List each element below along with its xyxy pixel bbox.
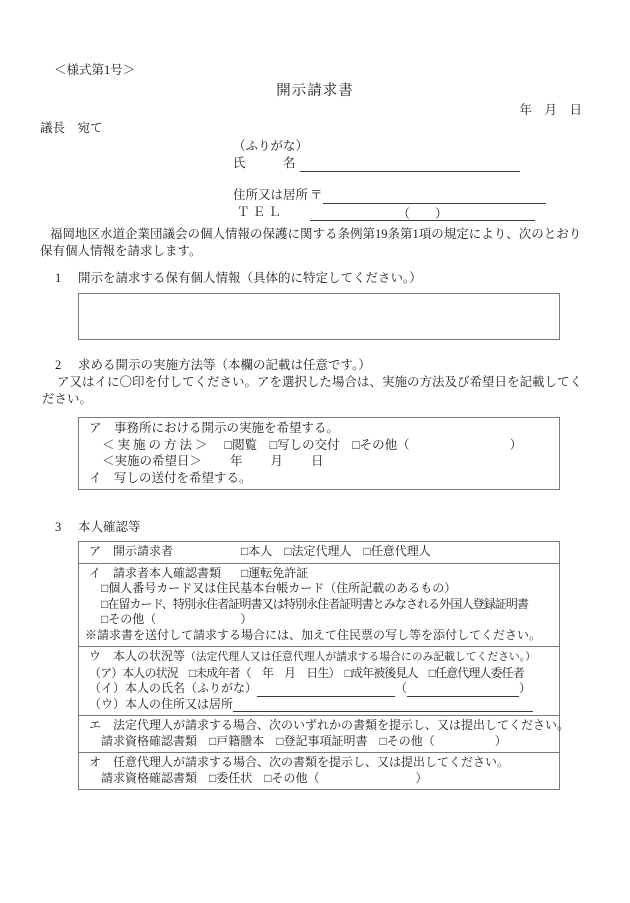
voluntary-representative-instruction: オ 任意代理人が請求する場合、次の書類を提示し、又は提出してください。 bbox=[89, 755, 510, 769]
requester-label: ア 開示請求者 bbox=[89, 544, 174, 558]
section1-title: 開示を請求する保有個人情報（具体的に特定してください。） bbox=[78, 271, 422, 285]
mail-request-note: ※請求書を送付して請求する場合には、加えて住民票の写し等を添付してください。 bbox=[85, 627, 542, 642]
principal-address-label: （ウ）本人の住所又は居所 bbox=[89, 696, 234, 711]
furigana-paren-close: ） bbox=[519, 681, 532, 695]
address-row bbox=[233, 187, 590, 204]
principal-name-label: （イ）本人の氏名（ふりがな） bbox=[89, 681, 258, 695]
principal-name-row bbox=[89, 681, 557, 697]
furigana-label: （ふりがな） bbox=[233, 139, 309, 153]
section2-heading bbox=[55, 357, 590, 374]
postal-mark-icon: 〒 bbox=[310, 188, 323, 202]
method-row bbox=[89, 437, 555, 454]
tel-row bbox=[233, 204, 590, 221]
desired-date-row bbox=[89, 453, 555, 470]
furigana-paren-open: （ bbox=[395, 681, 408, 695]
row-principal-status bbox=[79, 646, 559, 715]
id-documents-option: □その他（ ） bbox=[101, 612, 253, 626]
principal-name-blank-line bbox=[257, 684, 395, 697]
section3-heading bbox=[55, 519, 590, 536]
row-voluntary-representative bbox=[79, 752, 559, 789]
address-blank-line bbox=[323, 189, 546, 204]
section1-number: 1 bbox=[55, 271, 62, 285]
desired-date-label: ＜実施の希望日＞ bbox=[102, 454, 203, 468]
id-documents-option: □個人番号カード又は住民基本台帳カード（住所記載のあるもの） bbox=[101, 581, 457, 595]
principal-furigana-blank-line bbox=[407, 684, 519, 697]
section3-title: 本人確認等 bbox=[78, 520, 141, 534]
section3-number: 3 bbox=[55, 520, 62, 534]
requester-options: □本人 □法定代理人 □任意代理人 bbox=[241, 544, 431, 558]
voluntary-representative-documents: 請求資格確認書類 □委任状 □その他（ ） bbox=[101, 770, 428, 785]
intro-paragraph: 福岡地区水道企業団議会の個人情報の保護に関する条例第19条第1項の規定により、次のとおり保有個人情報を請求します。 bbox=[40, 227, 582, 258]
date-line: 年 月 日 bbox=[519, 103, 582, 117]
method-options: □閲覧 □写しの交付 □その他（ ） bbox=[224, 437, 523, 452]
section1-heading bbox=[55, 270, 590, 287]
method-item-a: ア 事務所における開示の実施を希望する。 bbox=[89, 421, 340, 435]
name-row bbox=[233, 155, 590, 172]
document-title: 開示請求書 bbox=[276, 83, 354, 99]
principal-status-label: ウ 本人の状況等 bbox=[89, 649, 186, 663]
row-requester bbox=[79, 542, 559, 563]
principal-address-row bbox=[89, 697, 557, 713]
disclosure-method-box bbox=[78, 417, 560, 490]
principal-status-options: （ア）本人の状況 □未成年者（ 年 月 日生） □成年被後見人 □任意代理人委任者 bbox=[89, 665, 524, 680]
address-label: 住所又は居所 bbox=[233, 188, 309, 202]
legal-representative-instruction: エ 法定代理人が請求する場合、次のいずれかの書類を提示し、又は提出してください。 bbox=[89, 718, 570, 732]
id-documents-first-option: □運転免許証 bbox=[241, 565, 309, 580]
desired-date-value: 年 月 日 bbox=[230, 454, 325, 468]
addressee: 議長 宛て bbox=[40, 121, 103, 135]
row-id-documents bbox=[79, 563, 559, 647]
principal-status-note: （法定代理人又は任意代理人が請求する場合にのみ記載してください。） bbox=[185, 651, 536, 663]
id-documents-option: □在留カード、特別永住者証明書又は特別永住者証明書とみなされる外国人登録証明書 bbox=[101, 596, 529, 611]
row-legal-representative bbox=[79, 715, 570, 752]
name-label: 氏 名 bbox=[233, 156, 296, 170]
request-detail-box bbox=[78, 293, 560, 340]
section2-number: 2 bbox=[55, 358, 62, 372]
form-code: ＜様式第1号＞ bbox=[54, 63, 136, 77]
method-item-i: イ 写しの送付を希望する。 bbox=[89, 470, 252, 485]
section2-title: 求める開示の実施方法等（本欄の記載は任意です。） bbox=[78, 358, 371, 372]
section2-instruction: ア又はイに〇印を付してください。アを選択した場合は、実施の方法及び希望日を記載してください。 bbox=[42, 375, 583, 406]
legal-representative-documents: 請求資格確認書類 □戸籍謄本 □登記事項証明書 □その他（ ） bbox=[101, 733, 507, 748]
tel-blank-line: （ ） bbox=[310, 206, 535, 221]
name-blank-line bbox=[300, 157, 520, 172]
applicant-block bbox=[233, 138, 590, 221]
identity-verification-table bbox=[78, 541, 570, 790]
tel-label: Ｔ Ｅ Ｌ bbox=[237, 205, 281, 219]
id-documents-label: イ 請求者本人確認書類 bbox=[89, 565, 222, 580]
principal-address-blank-line bbox=[233, 699, 533, 712]
method-label: ＜実施の方法＞ bbox=[102, 437, 211, 452]
